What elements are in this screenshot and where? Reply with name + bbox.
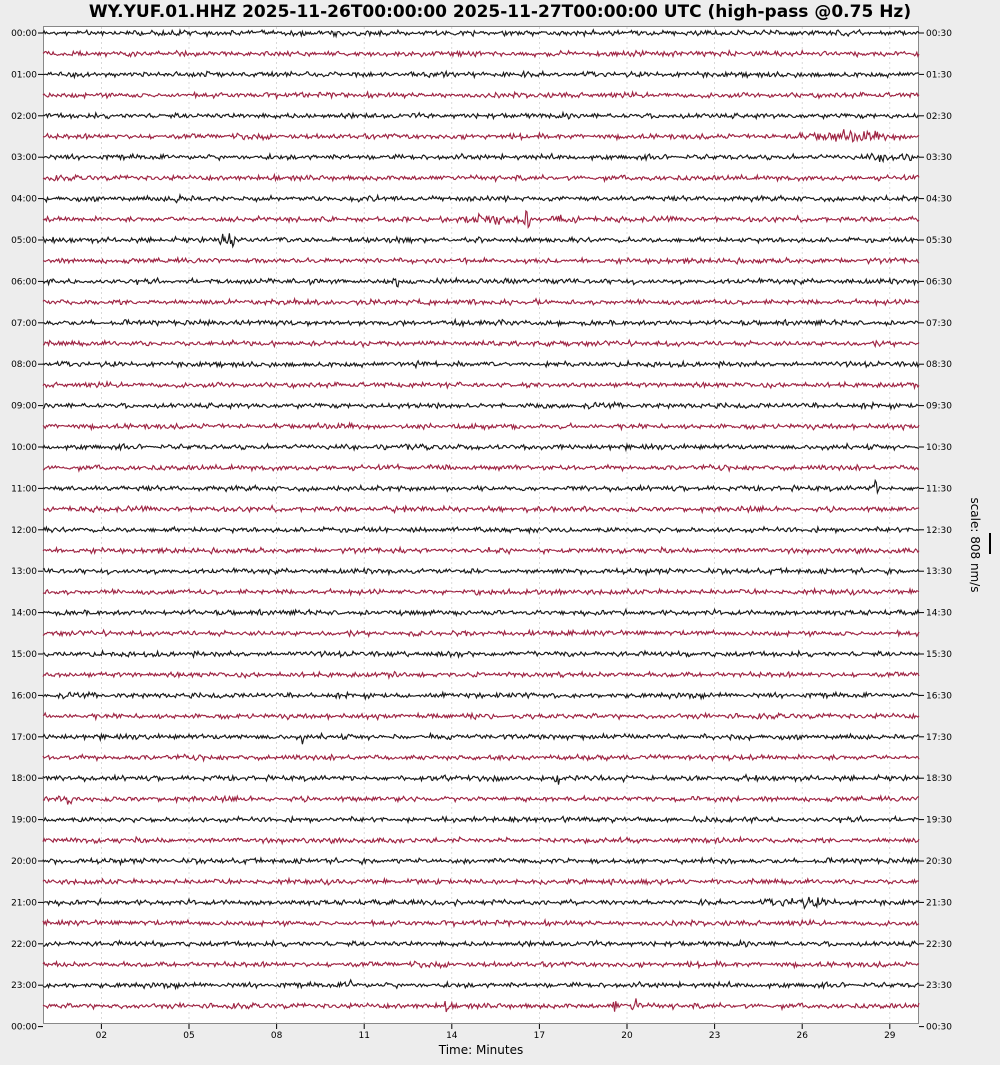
trace-47	[43, 998, 919, 1012]
row-label-left: 22:00	[11, 939, 37, 950]
trace-0	[43, 30, 919, 37]
row-label-right: 18:30	[926, 774, 952, 785]
trace-27	[43, 589, 919, 595]
trace-43	[43, 920, 919, 926]
x-tick-label: 05	[183, 1031, 195, 1041]
trace-45	[43, 961, 919, 968]
row-label-right: 12:30	[926, 525, 952, 536]
row-label-right: 06:30	[926, 277, 952, 288]
row-label-left: 13:00	[11, 567, 37, 578]
trace-29	[43, 630, 919, 636]
row-label-left: 00:00	[11, 1022, 37, 1033]
trace-44	[43, 941, 919, 947]
row-label-left: 18:00	[11, 774, 37, 785]
trace-5	[43, 129, 919, 141]
trace-18	[43, 402, 919, 409]
trace-30	[43, 651, 919, 657]
trace-22	[43, 481, 919, 493]
trace-40	[43, 858, 919, 864]
row-label-left: 10:00	[11, 443, 37, 453]
x-tick-label: 29	[884, 1031, 896, 1041]
trace-39	[43, 837, 919, 843]
trace-2	[43, 71, 919, 77]
trace-13	[43, 299, 919, 305]
trace-19	[43, 423, 919, 430]
row-label-right: 22:30	[926, 939, 952, 950]
trace-24	[43, 527, 919, 533]
row-label-right: 10:30	[926, 443, 952, 453]
trace-31	[43, 672, 919, 678]
trace-11	[43, 258, 919, 264]
trace-4	[43, 113, 919, 119]
row-label-right: 20:30	[926, 857, 952, 867]
trace-38	[43, 816, 919, 823]
x-tick-label: 17	[533, 1031, 546, 1041]
row-label-left: 16:00	[11, 691, 37, 702]
trace-46	[43, 980, 919, 988]
row-label-left: 12:00	[11, 525, 37, 536]
trace-17	[43, 382, 919, 388]
scale-bar	[989, 533, 991, 554]
row-label-left: 06:00	[11, 277, 37, 288]
row-label-right: 14:30	[926, 608, 952, 619]
trace-9	[43, 211, 919, 227]
row-label-left: 15:00	[11, 650, 37, 660]
x-tick-label: 08	[270, 1031, 283, 1041]
trace-25	[43, 547, 919, 554]
row-label-right: 08:30	[926, 360, 952, 371]
trace-42	[43, 897, 919, 908]
row-label-right: 00:30	[926, 29, 952, 39]
trace-3	[43, 92, 919, 98]
row-label-left: 20:00	[11, 857, 37, 867]
trace-28	[43, 609, 919, 615]
row-label-left: 04:00	[11, 194, 37, 205]
row-label-right: 05:30	[926, 236, 952, 246]
x-tick-label: 11	[358, 1031, 370, 1041]
row-label-right: 03:30	[926, 153, 952, 164]
row-label-left: 02:00	[11, 111, 37, 122]
row-label-left: 00:00	[11, 29, 37, 39]
trace-23	[43, 506, 919, 513]
row-label-left: 09:00	[11, 401, 37, 412]
row-label-right: 15:30	[926, 650, 952, 660]
row-label-left: 03:00	[11, 153, 37, 164]
row-label-right: 17:30	[926, 732, 952, 743]
trace-32	[43, 692, 919, 699]
x-tick-label: 20	[621, 1031, 633, 1041]
trace-10	[43, 233, 919, 246]
row-label-right: 16:30	[926, 691, 952, 702]
row-label-left: 19:00	[11, 815, 37, 826]
row-label-right: 04:30	[926, 194, 952, 205]
row-label-left: 05:00	[11, 236, 37, 246]
trace-12	[43, 278, 919, 287]
trace-14	[43, 320, 919, 326]
trace-16	[43, 361, 919, 368]
trace-35	[43, 754, 919, 760]
trace-37	[43, 796, 919, 804]
x-tick-label: 14	[446, 1031, 458, 1041]
x-tick-label: 23	[708, 1031, 721, 1041]
row-label-right: 21:30	[926, 898, 952, 909]
row-label-left: 14:00	[11, 608, 37, 619]
row-label-right: 02:30	[926, 111, 952, 122]
trace-34	[43, 734, 919, 745]
trace-6	[43, 154, 919, 162]
trace-1	[43, 51, 919, 57]
row-label-right: 00:30	[926, 1022, 952, 1033]
scale-label: scale: 808 nm/s	[968, 497, 982, 593]
row-label-left: 07:00	[11, 318, 37, 329]
row-label-right: 13:30	[926, 567, 952, 578]
row-label-left: 01:00	[11, 70, 37, 81]
trace-36	[43, 775, 919, 785]
row-label-left: 17:00	[11, 732, 37, 743]
trace-26	[43, 568, 919, 574]
trace-15	[43, 340, 919, 346]
row-label-right: 07:30	[926, 318, 952, 329]
row-label-right: 19:30	[926, 815, 952, 826]
x-tick-label: 26	[796, 1031, 808, 1041]
trace-8	[43, 195, 919, 203]
row-label-left: 23:00	[11, 981, 37, 992]
row-label-right: 23:30	[926, 981, 952, 992]
x-tick-label: 02	[95, 1031, 108, 1041]
x-axis-label: Time: Minutes	[438, 1043, 524, 1057]
trace-33	[43, 713, 919, 719]
chart-title: WY.YUF.01.HHZ 2025-11-26T00:00:00 2025-11-27T00:00:00 UTC (high-pass @0.75 Hz)	[88, 2, 912, 22]
row-label-right: 01:30	[926, 70, 952, 81]
trace-7	[43, 175, 919, 181]
trace-21	[43, 465, 919, 471]
row-label-right: 09:30	[926, 401, 952, 412]
row-label-right: 11:30	[926, 484, 952, 495]
trace-41	[43, 879, 919, 885]
row-label-left: 11:00	[11, 484, 37, 495]
trace-20	[43, 444, 919, 450]
row-label-left: 08:00	[11, 360, 37, 371]
row-label-left: 21:00	[11, 898, 37, 909]
